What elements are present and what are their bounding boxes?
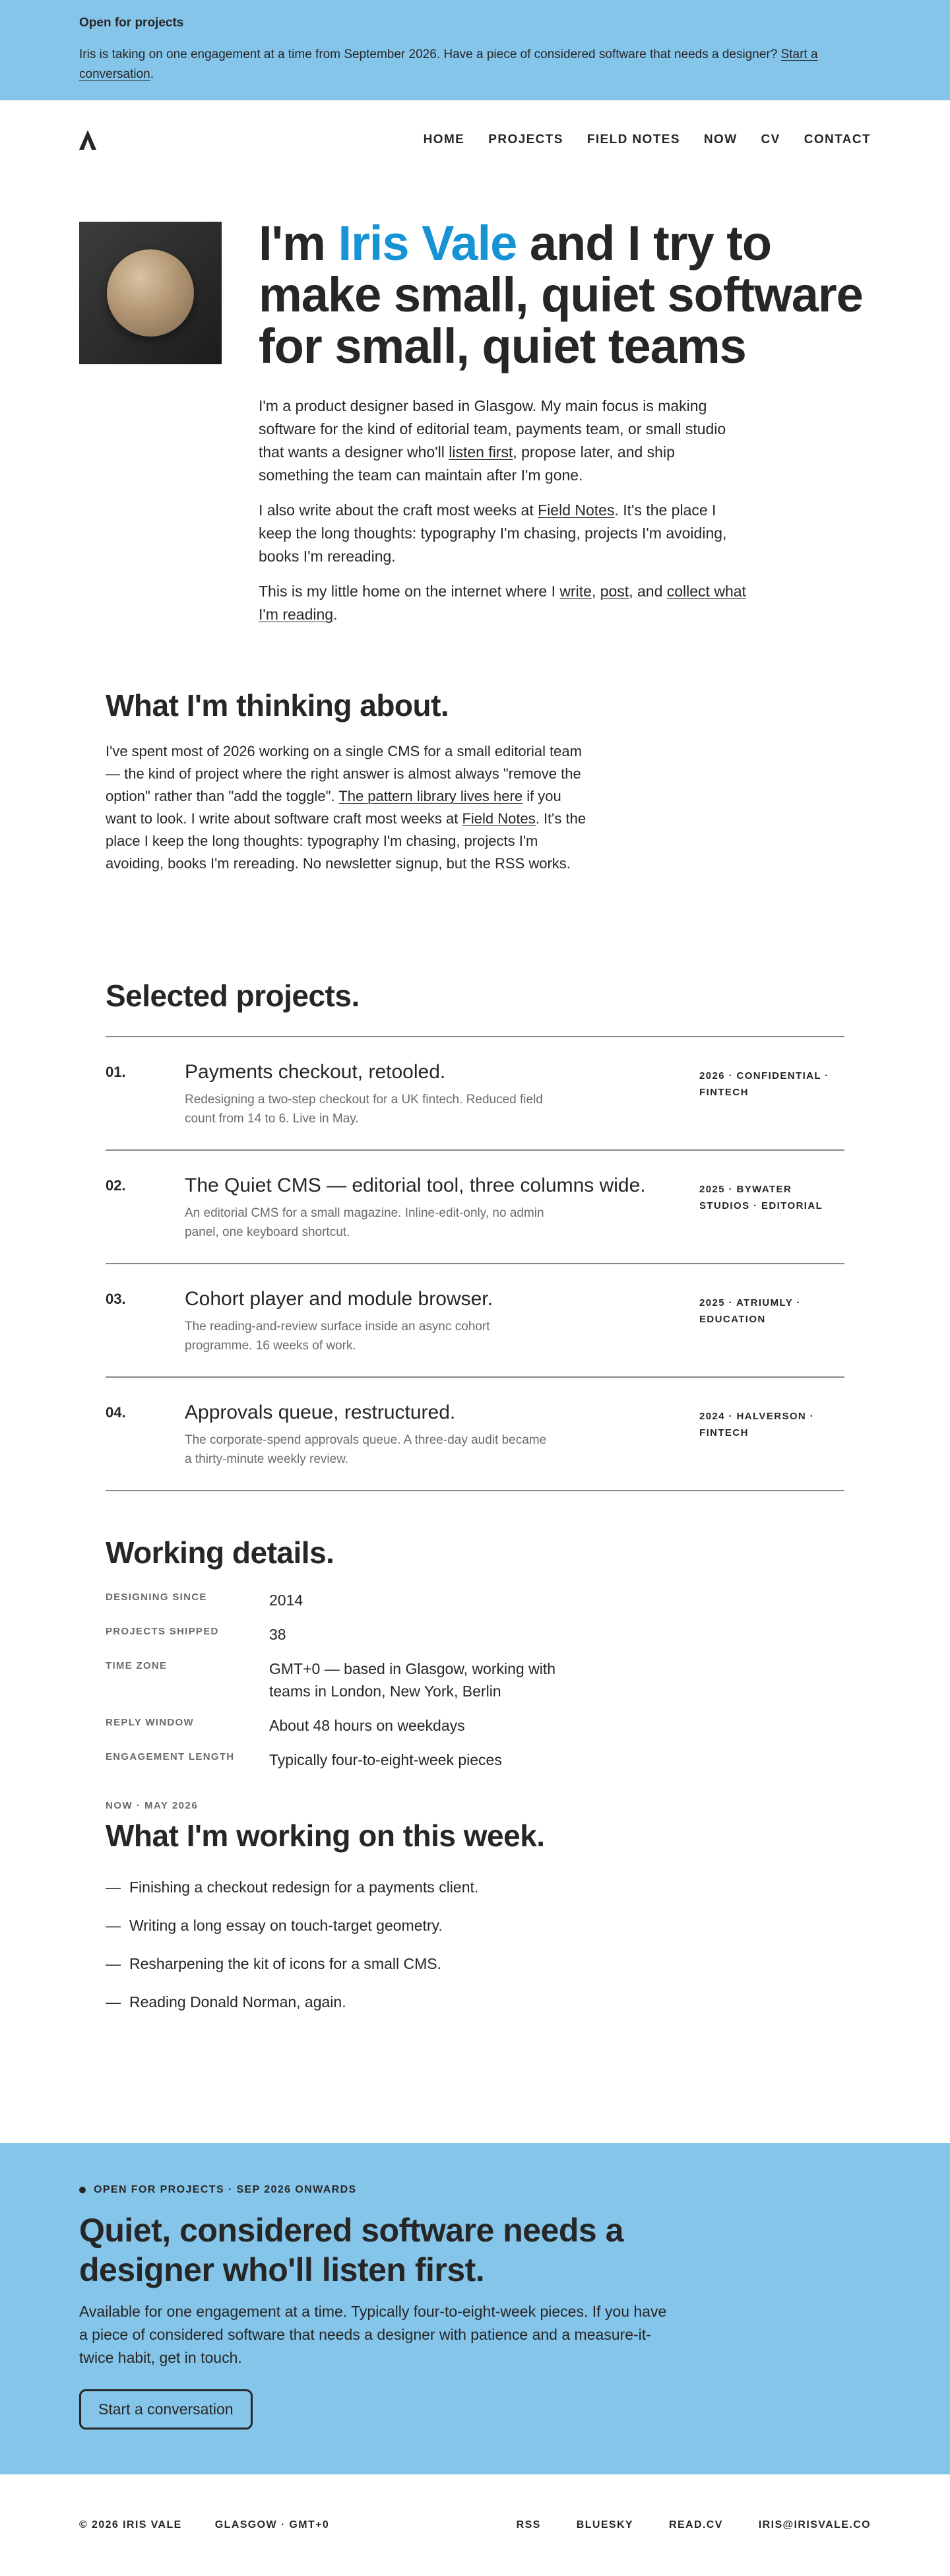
thinking-section (0, 688, 950, 978)
detail-row (106, 1658, 950, 1702)
list-item-text: Resharpening the kit of icons for a small CMS. (129, 1955, 441, 1972)
footer-location: GLASGOW · GMT+0 (214, 2519, 330, 2530)
detail-value: 38 (269, 1626, 286, 1643)
footer-links (517, 2519, 871, 2531)
site-footer (0, 2474, 950, 2576)
start-conversation-button[interactable]: Start a conversation (79, 2389, 253, 2430)
banner-title: Open for projects (79, 16, 184, 30)
thinking-field-notes-link[interactable]: Field Notes (462, 810, 536, 827)
chevron-up-logo-icon[interactable] (79, 130, 96, 150)
projects-section (0, 978, 950, 1491)
details-section (0, 1491, 950, 1800)
hero-title-after: and I try to make small, quiet software for small, quiet teams (259, 216, 863, 373)
now-list (106, 1876, 950, 2013)
project-meta: 2024 · HALVERSON · FINTECH (699, 1411, 815, 1438)
main-nav (424, 133, 871, 147)
project-list (106, 1036, 844, 1491)
banner-text (79, 45, 871, 84)
avatar-orb (107, 249, 194, 337)
hero-p3-sep-2: , and (629, 583, 667, 600)
footer-left (79, 2519, 329, 2531)
project-description: An editorial CMS for a small magazine. Inline-edit-only, no admin panel, one keyboard shortcut. (185, 1206, 544, 1239)
hero-section (0, 179, 950, 688)
hero-p2-text: I also write about the craft most weeks at (259, 501, 538, 519)
detail-row (106, 1714, 950, 1737)
project-number: 01. (106, 1064, 126, 1080)
now-kicker: NOW · MAY 2026 (106, 1800, 199, 1811)
pattern-library-link[interactable]: The pattern library lives here (338, 788, 523, 804)
detail-value: GMT+0 — based in Glasgow, working with teams in London, New York, Berlin (269, 1660, 555, 1700)
thinking-text-after: . It's the place I keep the long thoughts: typography I'm chasing, projects I'm avoiding, books I'm rereading. No newsletter signup, but the RSS works. (106, 810, 586, 872)
detail-label: REPLY WINDOW (106, 1717, 194, 1728)
nav-cv[interactable]: CV (761, 133, 780, 146)
detail-label: ENGAGEMENT LENGTH (106, 1751, 235, 1762)
footer-link-email[interactable]: IRIS@IRISVALE.CO (758, 2519, 871, 2530)
project-row[interactable] (106, 1151, 844, 1264)
hero-paragraph-1 (259, 395, 747, 487)
project-row[interactable] (106, 1264, 844, 1378)
project-number: 04. (106, 1404, 126, 1421)
cta-text: Available for one engagement at a time. Typically four-to-eight-week pieces. If you have a piece of considered software that needs a designer with patience and a measure-it-twice habit, get in touch. (79, 2303, 667, 2366)
list-item-text: Finishing a checkout redesign for a payments client. (129, 1879, 479, 1896)
top-banner (0, 0, 950, 100)
detail-label: TIME ZONE (106, 1660, 168, 1671)
thinking-text-middle: if you want to look. I write about software craft most weeks at (106, 788, 561, 827)
hero-p3-sep-1: , (591, 583, 600, 600)
nav-field-notes[interactable]: FIELD NOTES (586, 133, 680, 146)
footer-link-rss[interactable]: RSS (516, 2519, 541, 2530)
project-title[interactable]: Approvals queue, restructured. (185, 1401, 456, 1423)
project-row[interactable] (106, 1378, 844, 1491)
details-title: Working details. (106, 1535, 334, 1570)
status-dot-icon (79, 2187, 86, 2193)
detail-row (106, 1623, 950, 1646)
nav-home[interactable]: HOME (423, 133, 465, 146)
list-item-text: Reading Donald Norman, again. (129, 1993, 346, 2011)
hero-p2-text-after: . It's the place I keep the long thoughts: typography I'm chasing, projects I'm avoiding, books I'm rereading. (259, 501, 727, 565)
list-item (106, 1876, 950, 1898)
detail-label: DESIGNING SINCE (106, 1592, 207, 1603)
cta-kicker (79, 2184, 871, 2196)
write-link[interactable]: write (559, 583, 592, 600)
hero-p1-text: I'm a product designer based in Glasgow. My main focus is making software for the kind of editorial team, payments team, or small studio that wants a designer who'll (259, 397, 726, 461)
project-description: The reading-and-review surface inside an async cohort programme. 16 weeks of work. (185, 1320, 490, 1353)
reading-link[interactable]: collect what I'm reading (259, 583, 746, 623)
detail-value: 2014 (269, 1592, 303, 1609)
thinking-text-before: I've spent most of 2026 working on a single CMS for a small editorial team — the kind of project where the right answer is almost always "remove the option" rather than "add the toggle". (106, 743, 582, 804)
avatar (79, 222, 222, 364)
project-meta: 2025 · ATRIUMLY · EDUCATION (699, 1297, 801, 1325)
list-item (106, 1914, 950, 1937)
project-title[interactable]: The Quiet CMS — editorial tool, three columns wide. (185, 1175, 646, 1196)
listen-first-link[interactable]: listen first (449, 443, 513, 461)
banner-text-before: Iris is taking on one engagement at a time from September 2026. Have a piece of considered software that needs a designer? (79, 48, 781, 61)
detail-row (106, 1589, 950, 1611)
hero-title (259, 218, 879, 372)
project-title[interactable]: Payments checkout, retooled. (185, 1061, 446, 1083)
detail-label: PROJECTS SHIPPED (106, 1626, 219, 1637)
detail-value: About 48 hours on weekdays (269, 1717, 465, 1734)
now-title: What I'm working on this week. (106, 1819, 545, 1853)
field-notes-link[interactable]: Field Notes (538, 501, 615, 519)
hero-copy (259, 218, 879, 626)
detail-value: Typically four-to-eight-week pieces (269, 1751, 502, 1768)
list-item (106, 1952, 950, 1975)
footer-link-bluesky[interactable]: BLUESKY (576, 2519, 634, 2530)
list-item (106, 1991, 950, 2013)
details-list (106, 1589, 950, 1771)
post-link[interactable]: post (600, 583, 629, 600)
hero-paragraph-2 (259, 499, 747, 568)
hero-title-before: I'm (259, 216, 338, 271)
hero-title-name: Iris Vale (338, 216, 517, 271)
banner-text-after: . (150, 67, 154, 81)
list-item-text: Writing a long essay on touch-target geometry. (129, 1917, 443, 1934)
cta-section (0, 2143, 950, 2474)
detail-row (106, 1749, 950, 1771)
thinking-title: What I'm thinking about. (106, 688, 449, 723)
nav-contact[interactable]: CONTACT (804, 133, 871, 146)
project-description: Redesigning a two-step checkout for a UK fintech. Reduced field count from 14 to 6. Live in May. (185, 1093, 543, 1126)
dash: — (106, 1993, 121, 2011)
project-meta: 2025 · BYWATER STUDIOS · EDITORIAL (699, 1184, 823, 1211)
project-description: The corporate-spend approvals queue. A three-day audit became a thirty-minute weekly review. (185, 1433, 547, 1466)
project-number: 02. (106, 1177, 126, 1194)
hero-p3-text: This is my little home on the internet where I (259, 583, 560, 600)
dash: — (106, 1917, 121, 1934)
hero-p3-text-after: . (333, 606, 338, 623)
cta-title: Quiet, considered software needs a designer who'll listen first. (79, 2212, 623, 2288)
projects-title: Selected projects. (106, 979, 360, 1013)
thinking-paragraph (106, 740, 594, 875)
project-row[interactable] (106, 1037, 844, 1151)
dash: — (106, 1955, 121, 1972)
nav-projects[interactable]: PROJECTS (488, 133, 563, 146)
now-section (0, 1800, 950, 2143)
hero-paragraph-3 (259, 580, 747, 626)
project-title[interactable]: Cohort player and module browser. (185, 1288, 493, 1310)
dash: — (106, 1879, 121, 1896)
hero-p1-text-after: , propose later, and ship something the team can maintain after I'm gone. (259, 443, 675, 484)
site-header (0, 100, 950, 179)
footer-link-readcv[interactable]: READ.CV (669, 2519, 723, 2530)
cta-kicker-text: OPEN FOR PROJECTS · SEP 2026 ONWARDS (94, 2184, 357, 2195)
project-number: 03. (106, 1291, 126, 1307)
nav-now[interactable]: NOW (703, 133, 738, 146)
footer-copyright: © 2026 IRIS VALE (79, 2519, 182, 2530)
banner-contact-link[interactable]: Start a conversation (79, 48, 818, 81)
project-meta: 2026 · CONFIDENTIAL · FINTECH (699, 1070, 829, 1098)
